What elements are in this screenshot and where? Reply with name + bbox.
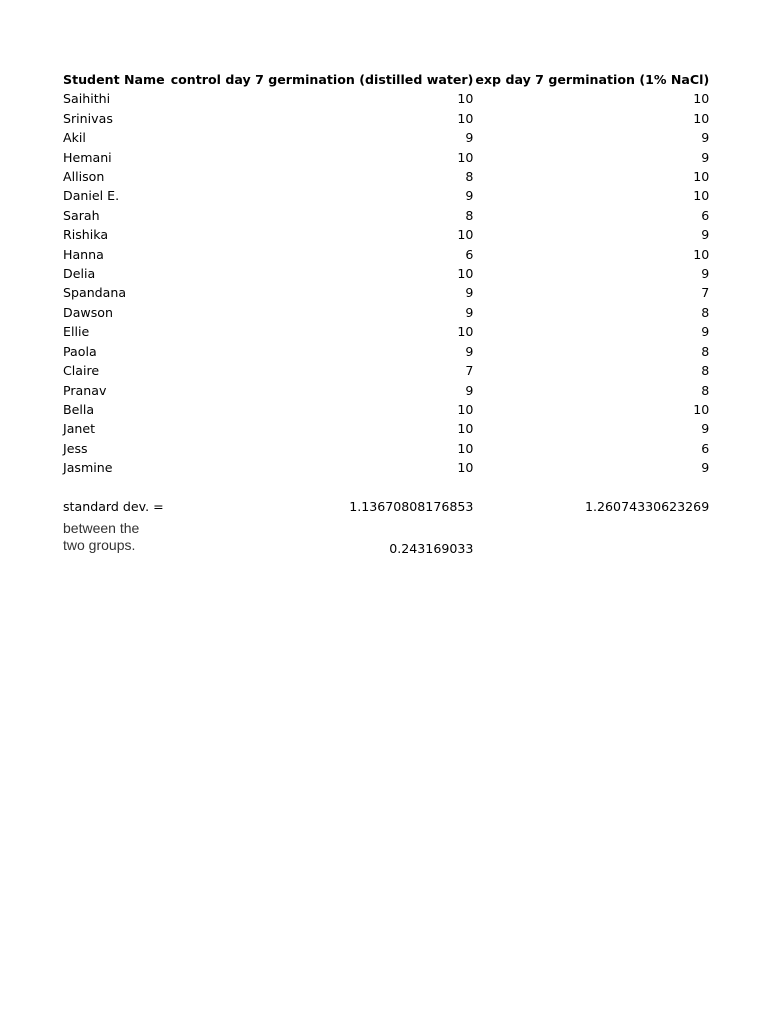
student-name-cell[interactable]: Allison <box>63 169 105 185</box>
blank-row <box>63 478 709 497</box>
table-row <box>63 89 709 108</box>
stddev-control[interactable]: 1.13670808176853 <box>349 498 474 514</box>
stddev-label[interactable]: standard dev. = <box>63 498 164 514</box>
control-cell[interactable]: 10 <box>457 401 474 417</box>
table-row <box>63 419 709 438</box>
exp-cell[interactable]: 8 <box>701 343 710 359</box>
student-name-cell[interactable]: Rishika <box>63 227 109 243</box>
student-name-cell[interactable]: Saihithi <box>63 91 111 107</box>
exp-cell[interactable]: 8 <box>701 382 710 398</box>
exp-cell[interactable]: 7 <box>701 285 710 301</box>
table-row <box>63 342 709 361</box>
student-name-cell[interactable]: Sarah <box>63 207 100 223</box>
exp-cell[interactable]: 10 <box>693 169 710 185</box>
student-name-cell[interactable]: Paola <box>63 343 97 359</box>
table-row <box>63 283 709 302</box>
note-text[interactable]: between the two groups. <box>63 519 140 553</box>
control-cell[interactable]: 10 <box>457 460 474 476</box>
table-row <box>63 264 709 283</box>
exp-cell[interactable]: 9 <box>701 149 710 165</box>
exp-cell[interactable]: 9 <box>701 324 710 340</box>
header-exp[interactable]: exp day 7 germination (1% NaCl) <box>475 72 710 87</box>
stddev-exp[interactable]: 1.26074330623269 <box>585 498 710 514</box>
student-name-cell[interactable]: Akil <box>63 130 86 146</box>
control-cell[interactable]: 10 <box>457 266 474 282</box>
table-row <box>63 167 709 186</box>
exp-cell[interactable]: 9 <box>701 460 710 476</box>
control-cell[interactable]: 10 <box>457 227 474 243</box>
student-name-cell[interactable]: Spandana <box>63 285 127 301</box>
exp-cell[interactable]: 8 <box>701 304 710 320</box>
student-name-cell[interactable]: Dawson <box>63 304 113 320</box>
control-cell[interactable]: 9 <box>465 188 474 204</box>
control-cell[interactable]: 6 <box>465 246 474 262</box>
exp-cell[interactable]: 9 <box>701 421 710 437</box>
exp-cell[interactable]: 10 <box>693 188 710 204</box>
student-name-cell[interactable]: Jess <box>63 440 88 456</box>
table-row <box>63 400 709 419</box>
control-cell[interactable]: 9 <box>465 285 474 301</box>
exp-cell[interactable]: 9 <box>701 227 710 243</box>
table-row <box>63 381 709 400</box>
table-row <box>63 303 709 322</box>
control-cell[interactable]: 9 <box>465 343 474 359</box>
p-value-row <box>63 516 709 558</box>
control-cell[interactable]: 9 <box>465 304 474 320</box>
table-row <box>63 148 709 167</box>
table-row <box>63 109 709 128</box>
student-name-cell[interactable]: Claire <box>63 363 100 379</box>
student-name-cell[interactable]: Hanna <box>63 246 104 262</box>
header-control[interactable]: control day 7 germination (distilled water) <box>170 72 474 87</box>
control-cell[interactable]: 10 <box>457 91 474 107</box>
germination-table <box>63 70 709 558</box>
exp-cell[interactable]: 10 <box>693 246 710 262</box>
table-row <box>63 206 709 225</box>
control-cell[interactable]: 7 <box>465 363 474 379</box>
control-cell[interactable]: 8 <box>465 169 474 185</box>
p-value[interactable]: 0.243169033 <box>389 540 474 556</box>
header-row <box>63 70 709 89</box>
student-name-cell[interactable]: Janet <box>63 421 96 437</box>
table-row <box>63 322 709 341</box>
control-cell[interactable]: 8 <box>465 207 474 223</box>
exp-cell[interactable]: 10 <box>693 110 710 126</box>
exp-cell[interactable]: 10 <box>693 401 710 417</box>
control-cell[interactable]: 9 <box>465 382 474 398</box>
student-name-cell[interactable]: Srinivas <box>63 110 113 126</box>
exp-cell[interactable]: 9 <box>701 130 710 146</box>
table-row <box>63 128 709 147</box>
student-name-cell[interactable]: Jasmine <box>63 460 113 476</box>
table-row <box>63 361 709 380</box>
student-name-cell[interactable]: Delia <box>63 266 96 282</box>
table-row <box>63 439 709 458</box>
student-name-cell[interactable]: Ellie <box>63 324 90 340</box>
exp-cell[interactable]: 6 <box>701 207 710 223</box>
student-name-cell[interactable]: Pranav <box>63 382 107 398</box>
exp-cell[interactable]: 8 <box>701 363 710 379</box>
student-name-cell[interactable]: Daniel E. <box>63 188 120 204</box>
spreadsheet <box>63 70 709 558</box>
control-cell[interactable]: 10 <box>457 440 474 456</box>
table-body <box>63 89 709 477</box>
stddev-row <box>63 497 709 516</box>
control-cell[interactable]: 10 <box>457 324 474 340</box>
table-row <box>63 186 709 205</box>
exp-cell[interactable]: 10 <box>693 91 710 107</box>
control-cell[interactable]: 10 <box>457 110 474 126</box>
exp-cell[interactable]: 6 <box>701 440 710 456</box>
exp-cell[interactable]: 9 <box>701 266 710 282</box>
control-cell[interactable]: 10 <box>457 421 474 437</box>
student-name-cell[interactable]: Hemani <box>63 149 112 165</box>
header-student-name[interactable]: Student Name <box>63 72 165 87</box>
control-cell[interactable]: 10 <box>457 149 474 165</box>
table-row <box>63 245 709 264</box>
table-row <box>63 225 709 244</box>
control-cell[interactable]: 9 <box>465 130 474 146</box>
student-name-cell[interactable]: Bella <box>63 401 95 417</box>
table-row <box>63 458 709 477</box>
